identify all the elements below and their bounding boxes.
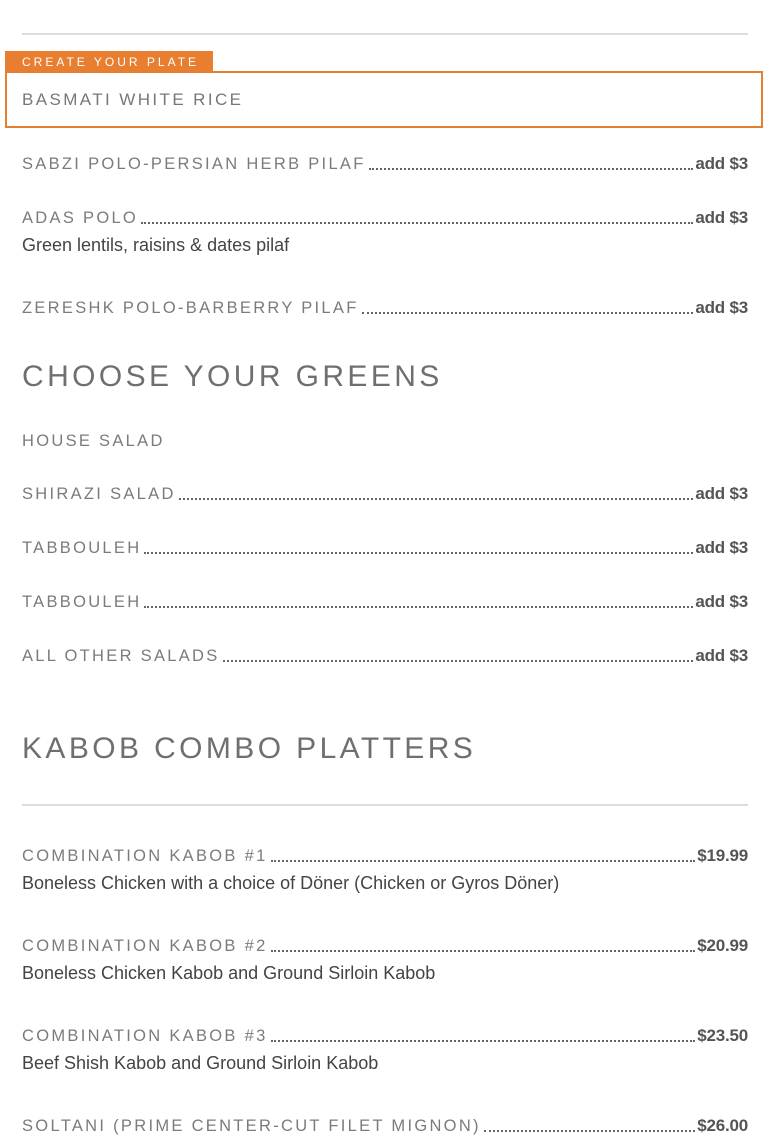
dot-leader bbox=[271, 860, 696, 862]
menu-item[interactable] bbox=[22, 842, 748, 866]
item-price: add $3 bbox=[695, 208, 748, 227]
item-price: add $3 bbox=[695, 484, 748, 503]
menu-item[interactable] bbox=[22, 642, 748, 666]
item-name: SOLTANI (PRIME CENTER-CUT FILET MIGNON) bbox=[22, 1117, 481, 1135]
item-price: add $3 bbox=[695, 154, 748, 173]
dot-leader bbox=[144, 552, 693, 554]
item-name: ZERESHK POLO-BARBERRY PILAF bbox=[22, 299, 359, 317]
menu-item[interactable] bbox=[22, 1022, 748, 1046]
featured-item-name[interactable]: BASMATI WHITE RICE bbox=[22, 90, 244, 109]
menu-item[interactable] bbox=[22, 204, 748, 228]
menu-item[interactable] bbox=[22, 932, 748, 956]
item-name: TABBOULEH bbox=[22, 593, 142, 611]
item-description: Boneless Chicken Kabob and Ground Sirloin Kabob bbox=[22, 963, 436, 983]
dot-leader bbox=[484, 1130, 695, 1132]
item-name: SHIRAZI SALAD bbox=[22, 485, 176, 503]
section-heading-greens: CHOOSE YOUR GREENS bbox=[22, 360, 443, 393]
item-description: Beef Shish Kabob and Ground Sirloin Kabob bbox=[22, 1053, 379, 1073]
item-name: COMBINATION KABOB #3 bbox=[22, 1027, 268, 1045]
menu-item[interactable] bbox=[22, 1112, 748, 1136]
dot-leader bbox=[362, 312, 694, 314]
item-name: HOUSE SALAD bbox=[22, 432, 165, 450]
item-description: Boneless Chicken with a choice of Döner (Chicken or Gyros Döner) bbox=[22, 873, 560, 893]
menu-item[interactable] bbox=[22, 534, 748, 558]
item-price: $26.00 bbox=[697, 1116, 748, 1135]
dot-leader bbox=[271, 950, 696, 952]
section-heading-combos: KABOB COMBO PLATTERS bbox=[22, 732, 477, 765]
item-price: add $3 bbox=[695, 646, 748, 665]
item-name: ADAS POLO bbox=[22, 209, 139, 227]
item-price: $20.99 bbox=[697, 936, 748, 955]
menu-item[interactable] bbox=[22, 427, 748, 451]
item-description: Green lentils, raisins & dates pilaf bbox=[22, 235, 290, 255]
item-name: TABBOULEH bbox=[22, 539, 142, 557]
create-your-plate-tag: CREATE YOUR PLATE bbox=[5, 51, 213, 72]
item-price: add $3 bbox=[695, 592, 748, 611]
menu-item[interactable] bbox=[22, 480, 748, 504]
item-price: $19.99 bbox=[697, 846, 748, 865]
item-price: add $3 bbox=[695, 298, 748, 317]
item-name: COMBINATION KABOB #2 bbox=[22, 937, 268, 955]
dot-leader bbox=[369, 168, 694, 170]
menu-item[interactable] bbox=[22, 588, 748, 612]
dot-leader bbox=[223, 660, 694, 662]
item-name: ALL OTHER SALADS bbox=[22, 647, 220, 665]
dot-leader bbox=[271, 1040, 696, 1042]
item-price: $23.50 bbox=[697, 1026, 748, 1045]
item-name: COMBINATION KABOB #1 bbox=[22, 847, 268, 865]
top-divider bbox=[22, 33, 748, 35]
dot-leader bbox=[179, 498, 694, 500]
dot-leader bbox=[144, 606, 693, 608]
menu-item[interactable] bbox=[22, 150, 748, 174]
menu-item[interactable] bbox=[22, 294, 748, 318]
item-price: add $3 bbox=[695, 538, 748, 557]
dot-leader bbox=[141, 222, 693, 224]
item-name: SABZI POLO-PERSIAN HERB PILAF bbox=[22, 155, 366, 173]
section-divider bbox=[22, 804, 748, 806]
